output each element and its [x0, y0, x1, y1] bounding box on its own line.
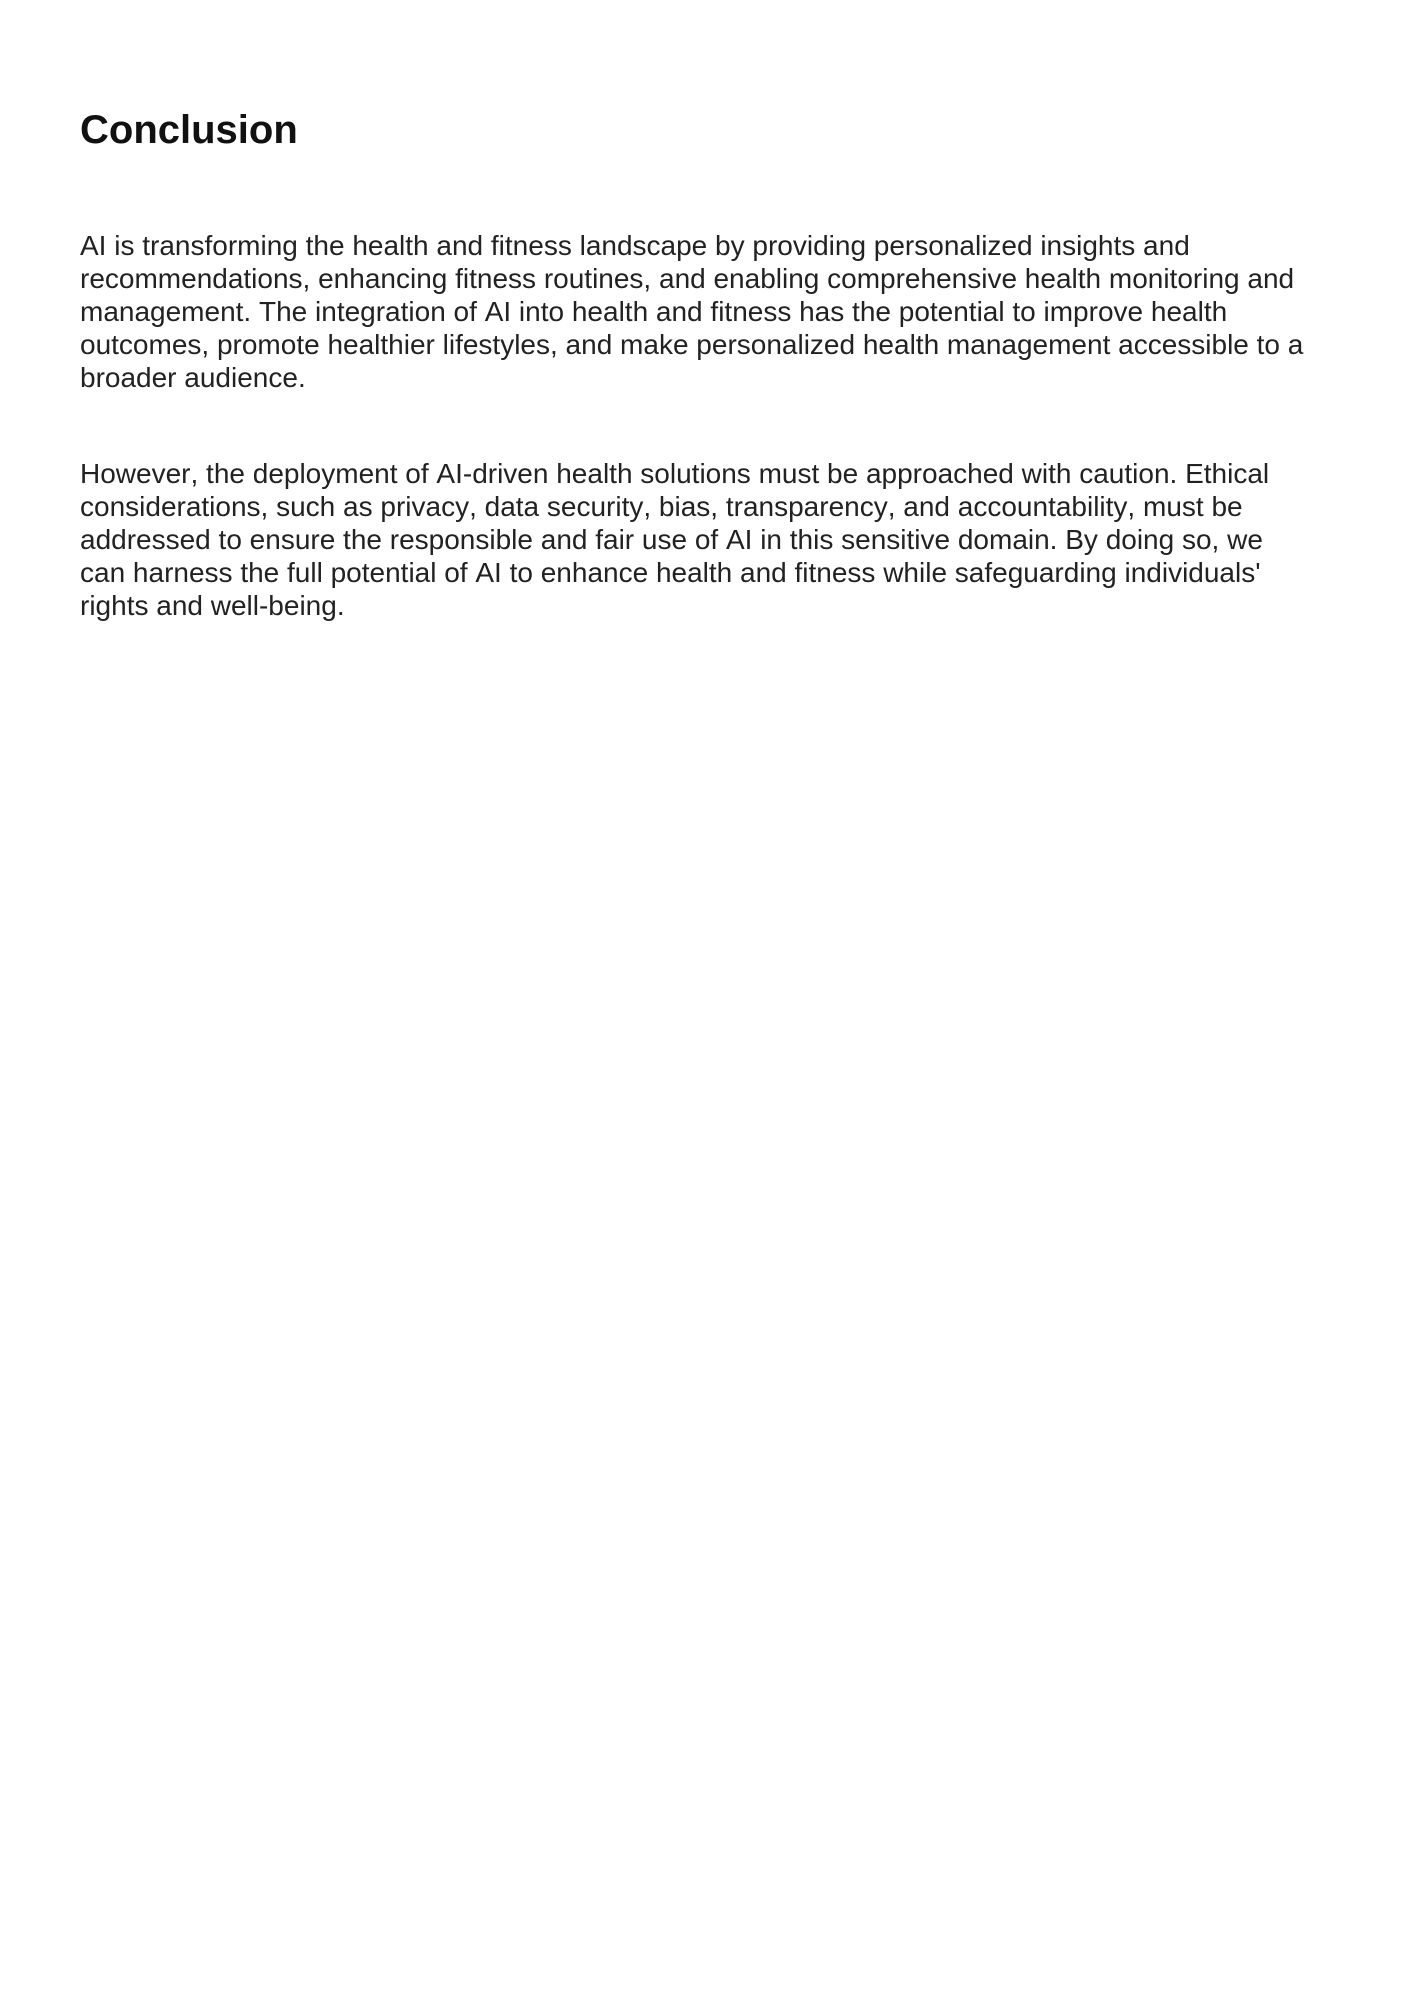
- paragraph-ai-transforming: AI is transforming the health and fitness landscape by providing personalized insights and recommendations, enhancing fitness routines, and enabling comprehensive health monitoring and management. The integration of AI into health and fitness has the potential to improve health outcomes, promote healthier lifestyles, and make personalized health management accessible to a broader audience.: [80, 230, 1304, 393]
- paragraph-ethical-considerations: However, the deployment of AI-driven health solutions must be approached with caution. Ethical considerations, such as privacy, data security, bias, transparency, and accountability, must be addressed to ensure the responsible and fair use of AI in this sensitive domain. By doing so, we can harness the full potential of AI to enhance health and fitness while safeguarding individuals' rights and well-being.: [80, 458, 1270, 621]
- section-heading: Conclusion: [80, 108, 298, 152]
